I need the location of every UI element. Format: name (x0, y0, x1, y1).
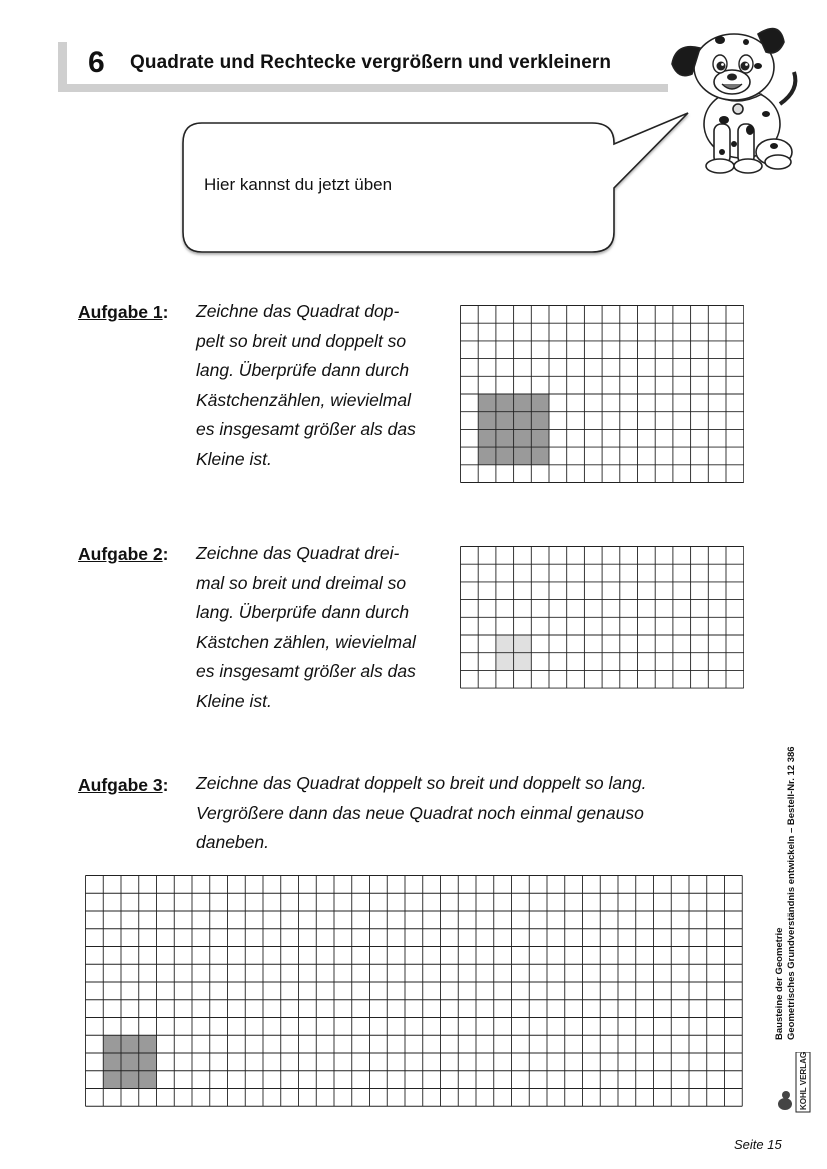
side-book-title: Geometrisches Grundverständnis entwickeln – Bestell-Nr. 12 386 (786, 746, 797, 1040)
dalmatian-dog-icon (662, 12, 812, 177)
task-line: es insgesamt größer als das (196, 419, 416, 439)
svg-text:KOHL VERLAG: KOHL VERLAG (799, 1052, 808, 1110)
task-line: lang. Überprüfe dann durch (196, 602, 410, 622)
side-publication-info (774, 720, 814, 1040)
task1-text (196, 297, 446, 474)
side-series-title: Bausteine der Geometrie (774, 927, 785, 1040)
speech-bubble-text: Hier kannst du jetzt üben (204, 175, 393, 194)
task-line: mal so breit und dreimal so (196, 572, 407, 593)
header-bar-horizontal (58, 84, 668, 92)
task1-label: Aufgabe 1: (78, 302, 169, 322)
task-line: Vergrößere dann das neue Quadrat noch einmal genauso (196, 802, 644, 823)
shaded-square (103, 1035, 156, 1088)
task3-grid[interactable] (85, 875, 743, 1107)
task3-text (196, 769, 726, 858)
task-line: pelt so breit und doppelt so (196, 330, 407, 351)
page-number: Seite 15 (734, 1137, 782, 1152)
task-line: daneben. (196, 832, 269, 852)
publisher-logo-icon (776, 1052, 814, 1114)
task2-label: Aufgabe 2: (78, 544, 169, 564)
task-line: Kästchen zählen, wievielmal (196, 631, 416, 652)
task-line: Zeichne das Quadrat drei- (196, 543, 400, 563)
chapter-number: 6 (88, 46, 105, 79)
task2-text (196, 539, 446, 716)
task-line: Kästchenzählen, wievielmal (196, 389, 411, 410)
task1-grid[interactable] (460, 305, 744, 483)
task-line: es insgesamt größer als das (196, 661, 416, 681)
task-line: Zeichne das Quadrat dop- (196, 301, 400, 321)
task-line: Zeichne das Quadrat doppelt so breit und doppelt so lang. (196, 773, 647, 793)
task-line: Kleine ist. (196, 448, 272, 469)
task-line: lang. Überprüfe dann durch (196, 360, 410, 380)
task3-label: Aufgabe 3: (78, 775, 169, 795)
task-line: Kleine ist. (196, 690, 272, 711)
task2-grid[interactable] (460, 546, 744, 689)
page-title: Quadrate und Rechtecke vergrößern und verkleinern (130, 52, 612, 73)
